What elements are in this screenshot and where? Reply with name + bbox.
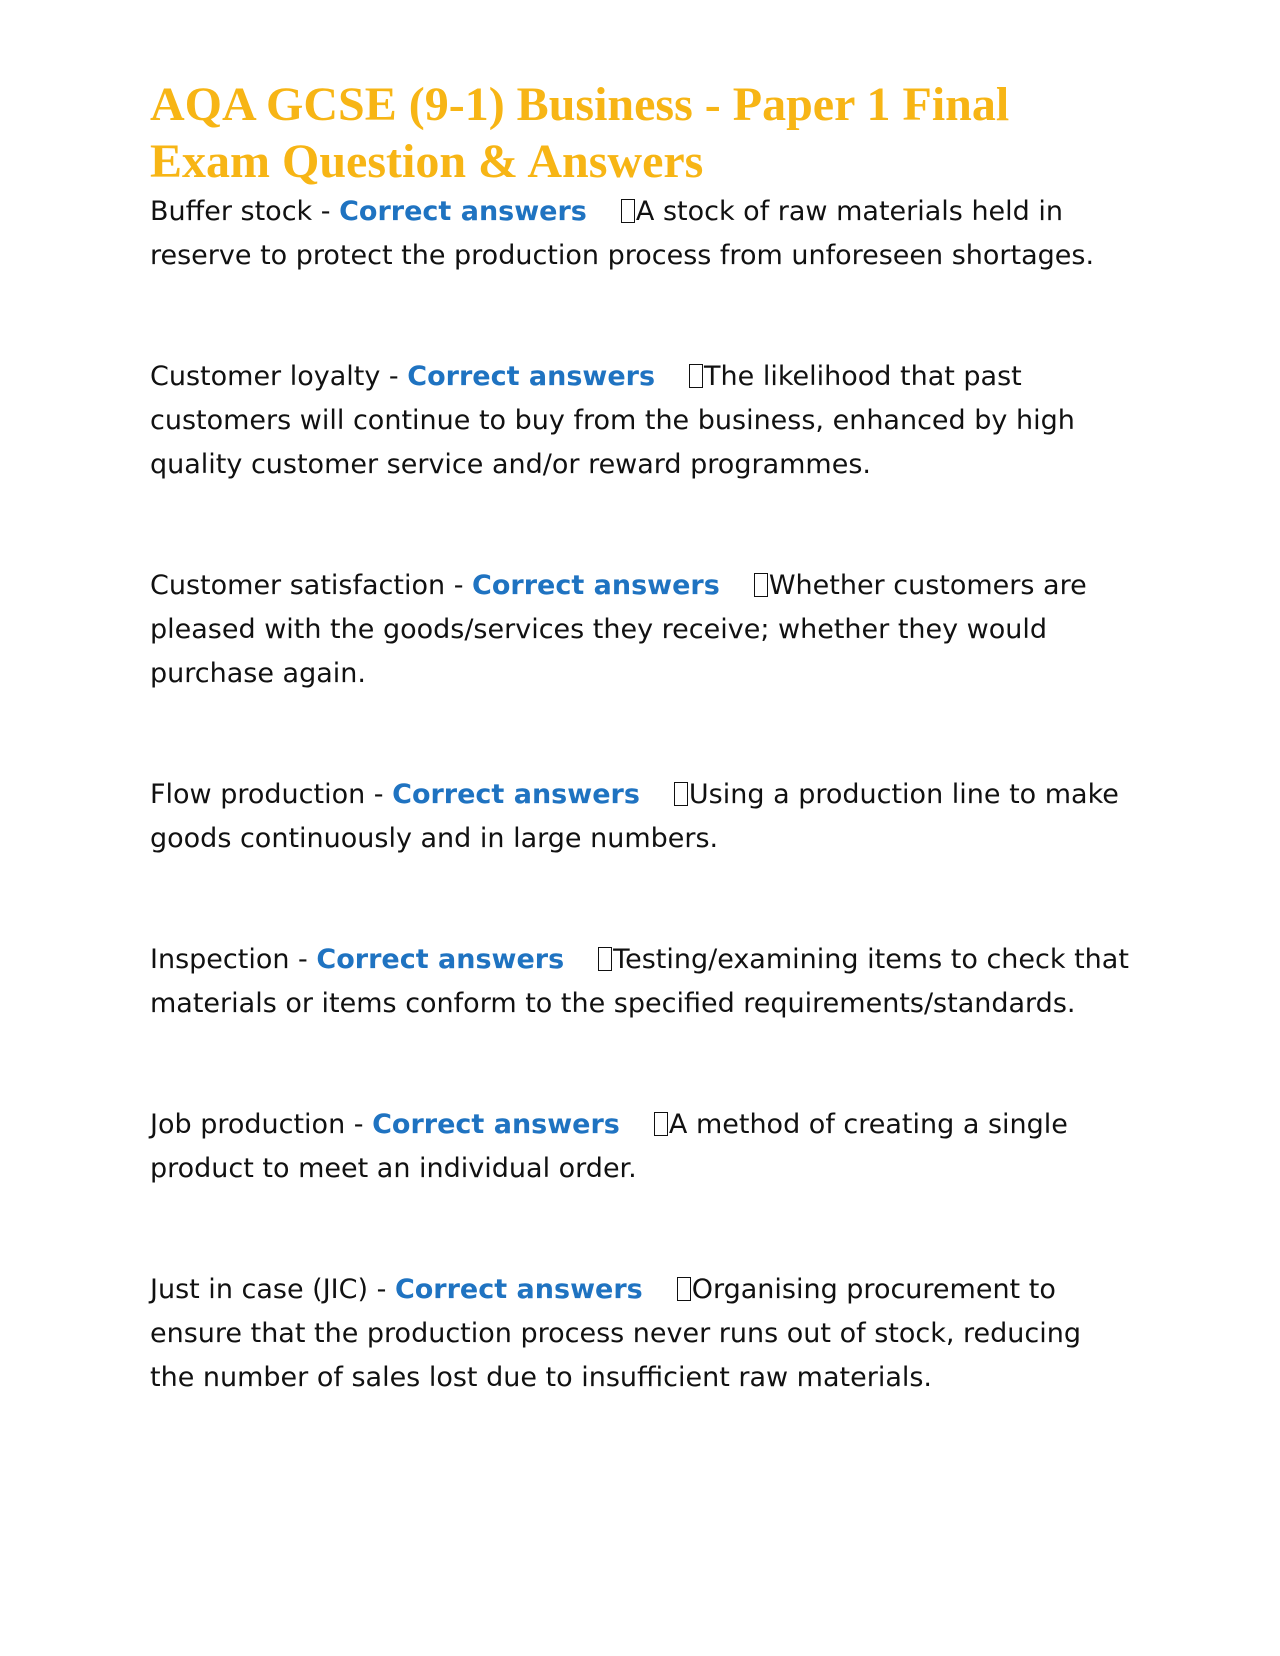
entry-term: Buffer stock — [150, 196, 313, 227]
entry-definition: Organising procurement to ensure that the production process never runs out of stock, reducing the number of sales lost due to insufficient raw materials. — [150, 1274, 1081, 1393]
missing-glyph-icon — [677, 1277, 691, 1301]
correct-answers-label: Correct answers — [339, 196, 587, 227]
qa-entry — [150, 190, 1130, 278]
correct-answers-label: Correct answers — [316, 944, 565, 975]
correct-answers-label: Correct answers — [372, 1109, 620, 1140]
document-body — [150, 76, 1130, 1400]
missing-glyph-icon — [674, 782, 688, 806]
correct-answers-label: Correct answers — [472, 570, 720, 601]
qa-entry — [150, 564, 1130, 696]
entry-separator: - — [365, 779, 393, 810]
entry-separator: - — [445, 570, 473, 601]
missing-glyph-icon — [621, 199, 635, 223]
entry-definition: A stock of raw materials held in reserve to protect the production process from unforeseen shortages. — [150, 196, 1095, 271]
entry-definition: A method of creating a single product to meet an individual order. — [150, 1109, 1068, 1184]
qa-entry — [150, 355, 1130, 487]
entry-term: Inspection — [150, 944, 290, 975]
entry-definition: Testing/examining items to check that materials or items conform to the specified requirements/standards. — [150, 944, 1129, 1019]
qa-entry — [150, 938, 1130, 1026]
correct-answers-label: Correct answers — [394, 1274, 643, 1305]
missing-glyph-icon — [754, 573, 768, 597]
entry-term: Customer loyalty — [150, 361, 381, 392]
missing-glyph-icon — [654, 1112, 668, 1136]
entry-term: Flow production — [150, 779, 366, 810]
entry-separator: - — [289, 944, 317, 975]
qa-entry — [150, 1103, 1130, 1191]
qa-entry — [150, 1268, 1130, 1400]
entry-definition: Using a production line to make goods continuously and in large numbers. — [150, 779, 1119, 854]
correct-answers-label: Correct answers — [392, 779, 640, 810]
qa-entry — [150, 773, 1130, 861]
document-title: AQA GCSE (9-1) Business - Paper 1 Final Exam Question & Answers — [150, 78, 1010, 188]
entry-separator: - — [368, 1274, 395, 1305]
entry-separator: - — [312, 196, 340, 227]
missing-glyph-icon — [689, 364, 703, 388]
entry-separator: - — [380, 361, 408, 392]
entry-separator: - — [345, 1109, 373, 1140]
entry-term: Customer satisfaction — [150, 570, 446, 601]
entry-definition: The likelihood that past customers will continue to buy from the business, enhanced by high quality customer service and/or reward programmes. — [150, 361, 1075, 480]
missing-glyph-icon — [598, 947, 612, 971]
qa-list — [150, 190, 1130, 1400]
entry-definition: Whether customers are pleased with the goods/services they receive; whether they would purchase again. — [150, 570, 1087, 689]
entry-term: Job production — [150, 1109, 346, 1140]
correct-answers-label: Correct answers — [407, 361, 656, 392]
entry-term: Just in case (JIC) — [150, 1274, 369, 1305]
